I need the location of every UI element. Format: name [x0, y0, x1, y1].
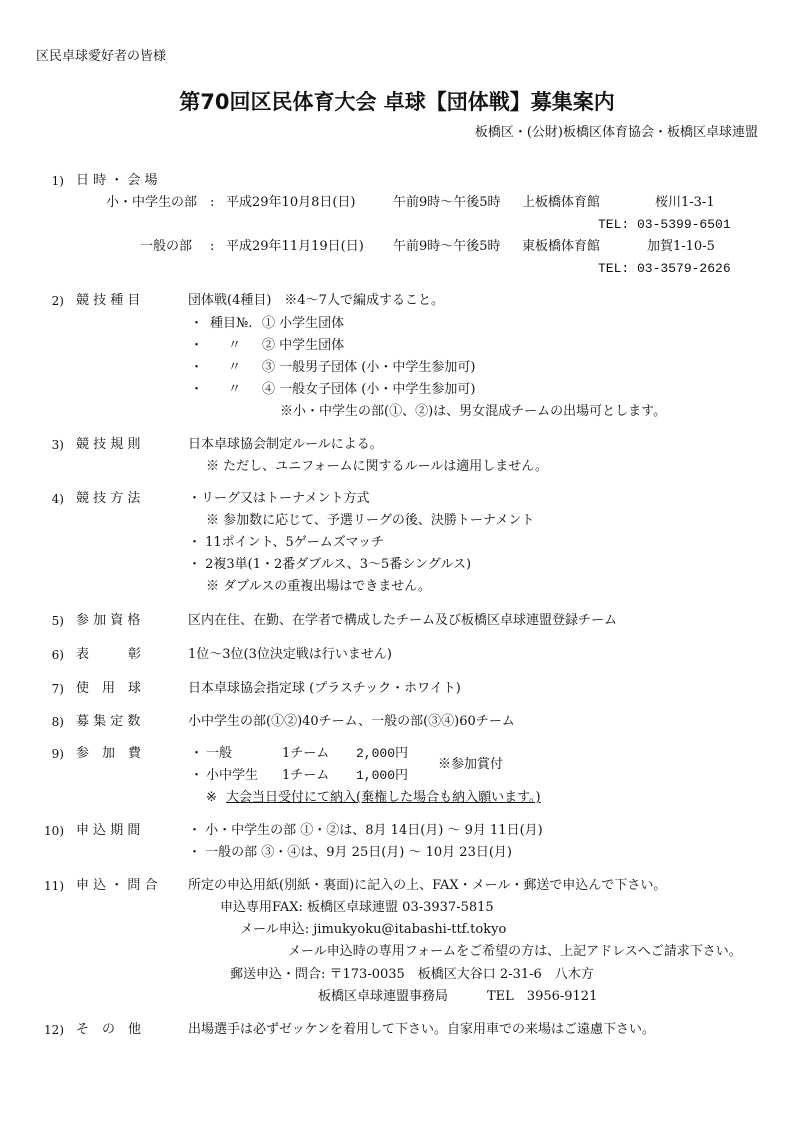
section-text: ・ 一般の部 ③・④は、9月 25日(月) ～ 10月 23日(月)	[188, 845, 512, 860]
venue-address: 加賀1-10-5	[647, 239, 715, 254]
section-text: 日本卓球協会指定球 (プラスチック・ホワイト)	[188, 681, 461, 696]
event-date: 平成29年11月19日(日)	[226, 239, 364, 254]
section-heading: 競 技 規 則	[76, 437, 141, 452]
bullet: ・	[190, 768, 204, 783]
event-item: ② 中学生団体	[262, 338, 345, 353]
fee-unit: 1チーム	[282, 768, 330, 783]
section-text: 区内在住、在勤、在学者で構成したチーム及び板橋区卓球連盟登録チーム	[188, 613, 618, 628]
ditto-mark: 〃	[228, 338, 242, 353]
section-text: ・ 11ポイント、5ゲームズマッチ	[188, 535, 384, 550]
venue-phone: TEL: 03-3579-2626	[598, 261, 731, 276]
bullet: ・	[190, 338, 204, 353]
colon: :	[210, 195, 215, 210]
prize-note: ※参加賞付	[438, 757, 504, 772]
section-number: 10)	[44, 824, 64, 838]
section-text: 日本卓球協会制定ルールによる。	[188, 437, 383, 452]
section-heading: 参 加 費	[76, 746, 142, 761]
section-number: 6)	[51, 648, 64, 662]
bullet: ・	[190, 746, 204, 761]
fee-amount: 1,000円	[356, 768, 409, 783]
bullet: ・	[190, 316, 204, 331]
event-label: 種目№.	[210, 316, 253, 331]
division-label: 小・中学生の部	[106, 195, 198, 210]
venue-address: 桜川1-3-1	[655, 195, 715, 210]
section-heading: 競 技 種 目	[76, 293, 141, 308]
ditto-mark: 〃	[228, 360, 242, 375]
section-number: 9)	[51, 747, 64, 761]
organizers: 板橋区・(公財)板橋区体育協会・板橋区卓球連盟	[474, 125, 758, 140]
section-text: 出場選手は必ずゼッケンを着用して下さい。自家用車での来場はご遠慮下さい。	[188, 1022, 655, 1037]
section-heading: 表 彰	[76, 647, 142, 662]
section-number: 8)	[51, 715, 64, 729]
section-number: 3)	[51, 438, 64, 452]
section-number: 4)	[51, 492, 64, 506]
section-text: 団体戦(4種目) ※4～7人で編成すること。	[188, 293, 444, 308]
greeting: 区民卓球愛好者の皆様	[36, 49, 167, 64]
section-text: 所定の申込用紙(別紙・裏面)に記入の上、FAX・メール・郵送で申込んで下さい。	[188, 878, 667, 893]
note: ※小・中学生の部(①、②)は、男女混成チームの出場可とします。	[280, 404, 667, 419]
event-item: ① 小学生団体	[262, 316, 345, 331]
page-title: 第70回区民体育大会 卓球【団体戦】募集案内	[179, 90, 615, 114]
venue-phone: TEL: 03-5399-6501	[598, 217, 731, 232]
bullet: ・	[190, 382, 204, 397]
note: ※ ダブルスの重複出場はできません。	[206, 579, 432, 594]
fee-amount: 2,000円	[356, 746, 409, 761]
section-text: ・ 小・中学生の部 ①・②は、8月 14日(月) ～ 9月 11日(月)	[188, 823, 543, 838]
section-number: 11)	[44, 879, 64, 893]
venue-name: 東板橋体育館	[522, 239, 601, 254]
section-number: 12)	[44, 1023, 64, 1037]
section-heading: 参 加 資 格	[76, 613, 141, 628]
event-item: ④ 一般女子団体 (小・中学生参加可)	[262, 382, 476, 397]
note: メール申込時の専用フォームをご希望の方は、上記アドレスへご請求下さい。	[288, 944, 742, 959]
section-number: 7)	[51, 682, 64, 696]
ditto-mark: 〃	[228, 382, 242, 397]
section-text: 小中学生の部(①②)40チーム、一般の部(③④)60チーム	[188, 714, 515, 729]
office-info: 板橋区卓球連盟事務局 TEL 3956-9121	[318, 989, 598, 1004]
section-heading: 使 用 球	[76, 681, 142, 696]
section-text: ・リーグ又はトーナメント方式	[188, 491, 370, 506]
event-time: 午前9時～午後5時	[393, 239, 501, 254]
note: ※ 参加数に応じて、予選リーグの後、決勝トーナメント	[206, 513, 535, 528]
fee-category: 一般	[206, 746, 233, 761]
section-number: 1)	[51, 174, 64, 188]
postal-info: 郵送申込・問合: 〒173-0035 板橋区大谷口 2-31-6 八木方	[230, 967, 594, 982]
note: ※ ただし、ユニフォームに関するルールは適用しません。	[206, 459, 549, 474]
section-heading: 競 技 方 法	[76, 491, 141, 506]
section-heading: 募 集 定 数	[76, 714, 141, 729]
payment-note: 大会当日受付にて納入(棄権した場合も納入願います。)	[226, 790, 541, 805]
section-text: ・ 2複3単(1・2番ダブルス、3～5番シングルス)	[188, 557, 472, 572]
fee-category: 小中学生	[206, 768, 259, 783]
event-date: 平成29年10月8日(日)	[226, 195, 356, 210]
venue-name: 上板橋体育館	[522, 195, 601, 210]
section-heading: そ の 他	[76, 1022, 142, 1037]
section-heading: 日 時 ・ 会 場	[76, 173, 158, 188]
email-info: メール申込: jimukyoku@itabashi-ttf.tokyo	[240, 922, 507, 937]
fee-unit: 1チーム	[282, 746, 330, 761]
event-item: ③ 一般男子団体 (小・中学生参加可)	[262, 360, 476, 375]
colon: :	[210, 239, 215, 254]
bullet: ・	[190, 360, 204, 375]
event-time: 午前9時～午後5時	[393, 195, 501, 210]
section-number: 5)	[51, 614, 64, 628]
section-heading: 申 込 ・ 問 合	[76, 878, 158, 893]
section-number: 2)	[51, 294, 64, 308]
note-mark: ※	[206, 790, 217, 805]
division-label: 一般の部	[140, 239, 193, 254]
section-text: 1位～3位(3位決定戦は行いません)	[188, 647, 392, 662]
fax-info: 申込専用FAX: 板橋区卓球連盟 03-3937-5815	[220, 900, 494, 915]
section-heading: 申 込 期 間	[76, 823, 141, 838]
